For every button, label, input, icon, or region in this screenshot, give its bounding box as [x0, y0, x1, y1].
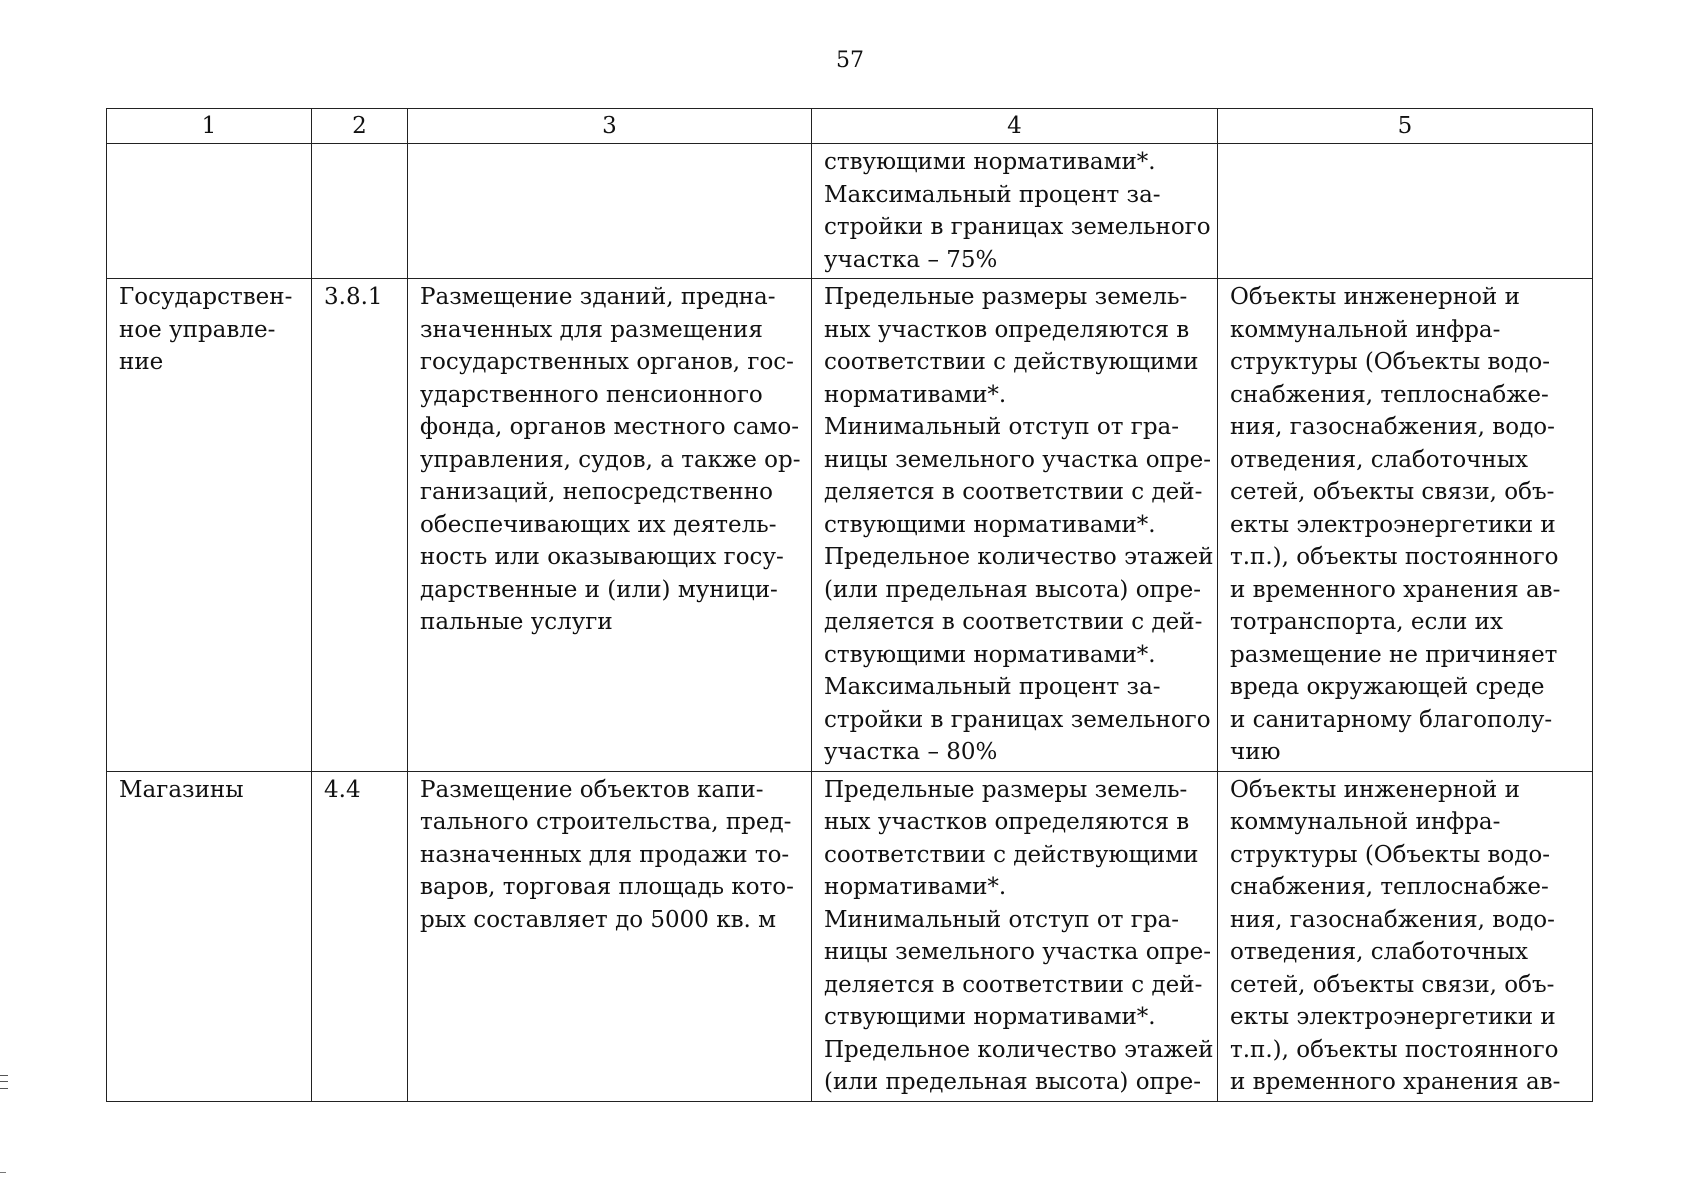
text-line: ность или оказывающих госу-	[420, 544, 784, 570]
text-line: ния, газоснабжения, водо-	[1230, 414, 1555, 440]
text-line: Магазины	[119, 776, 244, 803]
text-line: Максимальный процент за-	[824, 181, 1161, 208]
text-line: Предельное количество этажей	[824, 544, 1214, 570]
text-line: варов, торговая площадь кото-	[420, 874, 794, 900]
cell-name	[107, 144, 312, 279]
cell-parameters	[812, 279, 1218, 772]
text-line: Предельные размеры земель-	[824, 776, 1188, 803]
text-line: участка – 80%	[824, 739, 998, 765]
cell-name	[107, 279, 312, 772]
scan-edge-mark	[0, 1075, 8, 1089]
text-line: снабжения, теплоснабже-	[1230, 381, 1549, 408]
text-line: назначенных для продажи то-	[420, 841, 790, 868]
cell-code	[312, 279, 408, 772]
text-line: участка – 75%	[824, 246, 998, 273]
text-line: и временного хранения ав-	[1230, 1069, 1561, 1095]
text-line: нормативами*.	[824, 381, 1007, 408]
header-col-3: 3	[408, 109, 812, 144]
text-line: снабжения, теплоснабже-	[1230, 874, 1549, 900]
text-line: Объекты инженерной и	[1230, 776, 1520, 803]
text-line: рых составляет до 5000 кв. м	[420, 906, 777, 933]
cell-description	[408, 771, 812, 1101]
text-line: ных участков определяются в	[824, 809, 1190, 835]
text-line: дарственные и (или) муници-	[420, 576, 778, 603]
text-line: сетей, объекты связи, объ-	[1230, 479, 1555, 505]
text-line: ствующими нормативами*.	[824, 641, 1156, 668]
text-line: Максимальный процент за-	[824, 674, 1161, 700]
text-line: отведения, слаботочных	[1230, 939, 1528, 965]
text-line: Объекты инженерной и	[1230, 284, 1520, 310]
header-col-1: 1	[107, 109, 312, 144]
text-line: ствующими нормативами*.	[824, 149, 1156, 175]
text-line: т.п.), объекты постоянного	[1230, 1036, 1559, 1063]
text-line: соответствии с действующими	[824, 841, 1199, 868]
cell-description	[408, 144, 812, 279]
text-line: чию	[1230, 739, 1281, 765]
text-line: 4.4	[324, 776, 361, 803]
text-line: Предельные размеры земель-	[824, 284, 1188, 310]
table-row	[107, 771, 1593, 1101]
text-line: фонда, органов местного само-	[420, 414, 800, 440]
text-line: ницы земельного участка опре-	[824, 939, 1211, 965]
text-line: стройки в границах земельного	[824, 706, 1211, 733]
text-line: структуры (Объекты водо-	[1230, 349, 1551, 375]
text-line: 3.8.1	[324, 284, 383, 310]
scan-edge-mark	[0, 1172, 6, 1173]
text-line: (или предельная высота) опре-	[824, 1069, 1201, 1095]
header-col-2: 2	[312, 109, 408, 144]
text-line: коммунальной инфра-	[1230, 809, 1501, 835]
text-line: нормативами*.	[824, 874, 1007, 900]
text-line: управления, судов, а также ор-	[420, 446, 801, 473]
header-col-5: 5	[1218, 109, 1593, 144]
text-line: отведения, слаботочных	[1230, 446, 1528, 473]
text-line: Минимальный отступ от гра-	[824, 414, 1180, 440]
text-line: Размещение объектов капи-	[420, 776, 764, 803]
cell-name	[107, 771, 312, 1101]
cell-code	[312, 144, 408, 279]
text-line: т.п.), объекты постоянного	[1230, 544, 1559, 570]
text-line: Размещение зданий, предна-	[420, 284, 776, 310]
text-line: соответствии с действующими	[824, 349, 1199, 375]
text-line: обеспечивающих их деятель-	[420, 511, 777, 538]
text-line: ударственного пенсионного	[420, 381, 763, 408]
text-line: Минимальный отступ от гра-	[824, 906, 1180, 933]
text-line: Предельное количество этажей	[824, 1036, 1214, 1063]
text-line: ствующими нормативами*.	[824, 511, 1156, 538]
text-line: структуры (Объекты водо-	[1230, 841, 1551, 868]
cell-description	[408, 279, 812, 772]
text-line: Государствен-	[119, 284, 293, 310]
text-line: и временного хранения ав-	[1230, 576, 1561, 603]
header-col-4: 4	[812, 109, 1218, 144]
text-line: деляется в соответствии с дей-	[824, 479, 1203, 505]
text-line: деляется в соответствии с дей-	[824, 971, 1203, 998]
text-line: стройки в границах земельного	[824, 214, 1211, 240]
text-line: ния, газоснабжения, водо-	[1230, 906, 1555, 933]
text-line: ствующими нормативами*.	[824, 1004, 1156, 1030]
text-line: и санитарному благополу-	[1230, 706, 1553, 733]
text-line: тотранспорта, если их	[1230, 609, 1503, 635]
cell-auxiliary	[1218, 144, 1593, 279]
text-line: коммунальной инфра-	[1230, 316, 1501, 343]
text-line: ное управле-	[119, 316, 276, 343]
text-line: значенных для размещения	[420, 316, 763, 343]
cell-parameters	[812, 144, 1218, 279]
cell-auxiliary	[1218, 771, 1593, 1101]
text-line: вреда окружающей среде	[1230, 674, 1545, 700]
text-line: екты электроэнергетики и	[1230, 511, 1556, 538]
cell-parameters	[812, 771, 1218, 1101]
text-line: государственных органов, гос-	[420, 349, 794, 375]
cell-code	[312, 771, 408, 1101]
regulations-table	[106, 108, 1593, 1102]
table-row	[107, 279, 1593, 772]
table-header-row	[107, 109, 1593, 144]
text-line: екты электроэнергетики и	[1230, 1004, 1556, 1030]
text-line: ницы земельного участка опре-	[824, 446, 1211, 473]
text-line: ных участков определяются в	[824, 316, 1190, 343]
text-line: размещение не причиняет	[1230, 641, 1558, 668]
text-line: деляется в соответствии с дей-	[824, 609, 1203, 635]
text-line: (или предельная высота) опре-	[824, 576, 1201, 603]
text-line: сетей, объекты связи, объ-	[1230, 971, 1555, 998]
text-line: ние	[119, 349, 164, 375]
text-line: ганизаций, непосредственно	[420, 479, 773, 505]
text-line: пальные услуги	[420, 609, 613, 635]
page-number: 57	[836, 48, 864, 73]
table-row	[107, 144, 1593, 279]
text-line: тального строительства, пред-	[420, 809, 792, 835]
cell-auxiliary	[1218, 279, 1593, 772]
